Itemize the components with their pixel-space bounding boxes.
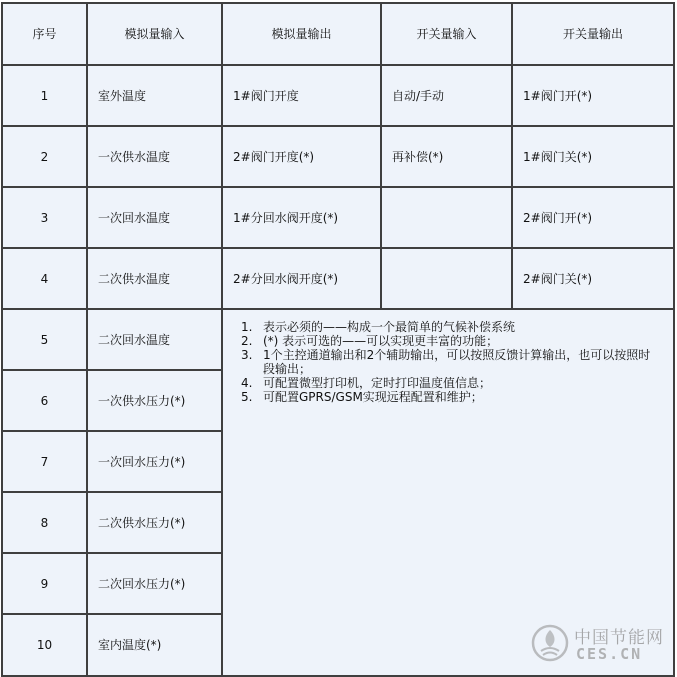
note-text: (*) 表示可选的——可以实现更丰富的功能；: [263, 334, 499, 348]
note-number: 3.: [241, 348, 253, 362]
table-row: [2, 248, 674, 309]
row-number: 4: [2, 248, 87, 309]
notes-list: [241, 320, 661, 404]
analog-input-cell: 一次回水压力(*): [87, 431, 222, 492]
note-item: [241, 320, 661, 334]
watermark-en-text: CES.CN: [576, 645, 643, 663]
note-text: 表示必须的——构成一个最简单的气候补偿系统: [263, 320, 516, 334]
table-row: [2, 126, 674, 187]
analog-input-cell: 二次回水压力(*): [87, 553, 222, 614]
analog-input-cell: 二次供水压力(*): [87, 492, 222, 553]
analog-input-cell: 二次回水温度: [87, 309, 222, 370]
row-number: 9: [2, 553, 87, 614]
notes-cell: [222, 309, 674, 676]
digital-output-cell: 2#阀门关(*): [512, 248, 674, 309]
table-row: [2, 309, 674, 370]
note-number: 5.: [241, 390, 253, 404]
digital-output-cell: 1#阀门开(*): [512, 65, 674, 126]
digital-input-cell: [381, 248, 512, 309]
digital-output-cell: 2#阀门开(*): [512, 187, 674, 248]
watermark-cn-text: 中国节能网: [574, 628, 664, 648]
table-row: [2, 187, 674, 248]
digital-input-cell: 自动/手动: [381, 65, 512, 126]
header-cell: 开关量输入: [381, 3, 512, 65]
note-item: [241, 390, 661, 404]
io-points-table: [1, 2, 675, 677]
header-cell: 序号: [2, 3, 87, 65]
header-cell: 模拟量输出: [222, 3, 381, 65]
row-number: 8: [2, 492, 87, 553]
analog-input-cell: 室外温度: [87, 65, 222, 126]
analog-output-cell: 1#阀门开度: [222, 65, 381, 126]
analog-input-cell: 室内温度(*): [87, 614, 222, 676]
row-number: 2: [2, 126, 87, 187]
note-text: 可配置GPRS/GSM实现远程配置和维护；: [263, 390, 483, 404]
header-cell: 模拟量输入: [87, 3, 222, 65]
row-number: 1: [2, 65, 87, 126]
row-number: 10: [2, 614, 87, 676]
analog-output-cell: 1#分回水阀开度(*): [222, 187, 381, 248]
table-header-row: [2, 3, 674, 65]
note-item: [241, 376, 661, 390]
analog-input-cell: 一次供水压力(*): [87, 370, 222, 431]
analog-output-cell: 2#阀门开度(*): [222, 126, 381, 187]
digital-output-cell: 1#阀门关(*): [512, 126, 674, 187]
row-number: 3: [2, 187, 87, 248]
note-number: 4.: [241, 376, 253, 390]
analog-output-cell: 2#分回水阀开度(*): [222, 248, 381, 309]
header-cell: 开关量输出: [512, 3, 674, 65]
note-number: 2.: [241, 334, 253, 348]
analog-input-cell: 一次回水温度: [87, 187, 222, 248]
analog-input-cell: 二次供水温度: [87, 248, 222, 309]
note-item: [241, 334, 661, 348]
row-number: 5: [2, 309, 87, 370]
digital-input-cell: [381, 187, 512, 248]
note-text: 可配置微型打印机，定时打印温度值信息；: [263, 376, 492, 390]
note-text: 1个主控通道输出和2个辅助输出，可以按照反馈计算输出，也可以按照时段输出；: [263, 348, 651, 376]
row-number: 7: [2, 431, 87, 492]
row-number: 6: [2, 370, 87, 431]
note-item: [241, 348, 661, 376]
note-number: 1.: [241, 320, 253, 334]
table-row: [2, 65, 674, 126]
digital-input-cell: 再补偿(*): [381, 126, 512, 187]
analog-input-cell: 一次供水温度: [87, 126, 222, 187]
